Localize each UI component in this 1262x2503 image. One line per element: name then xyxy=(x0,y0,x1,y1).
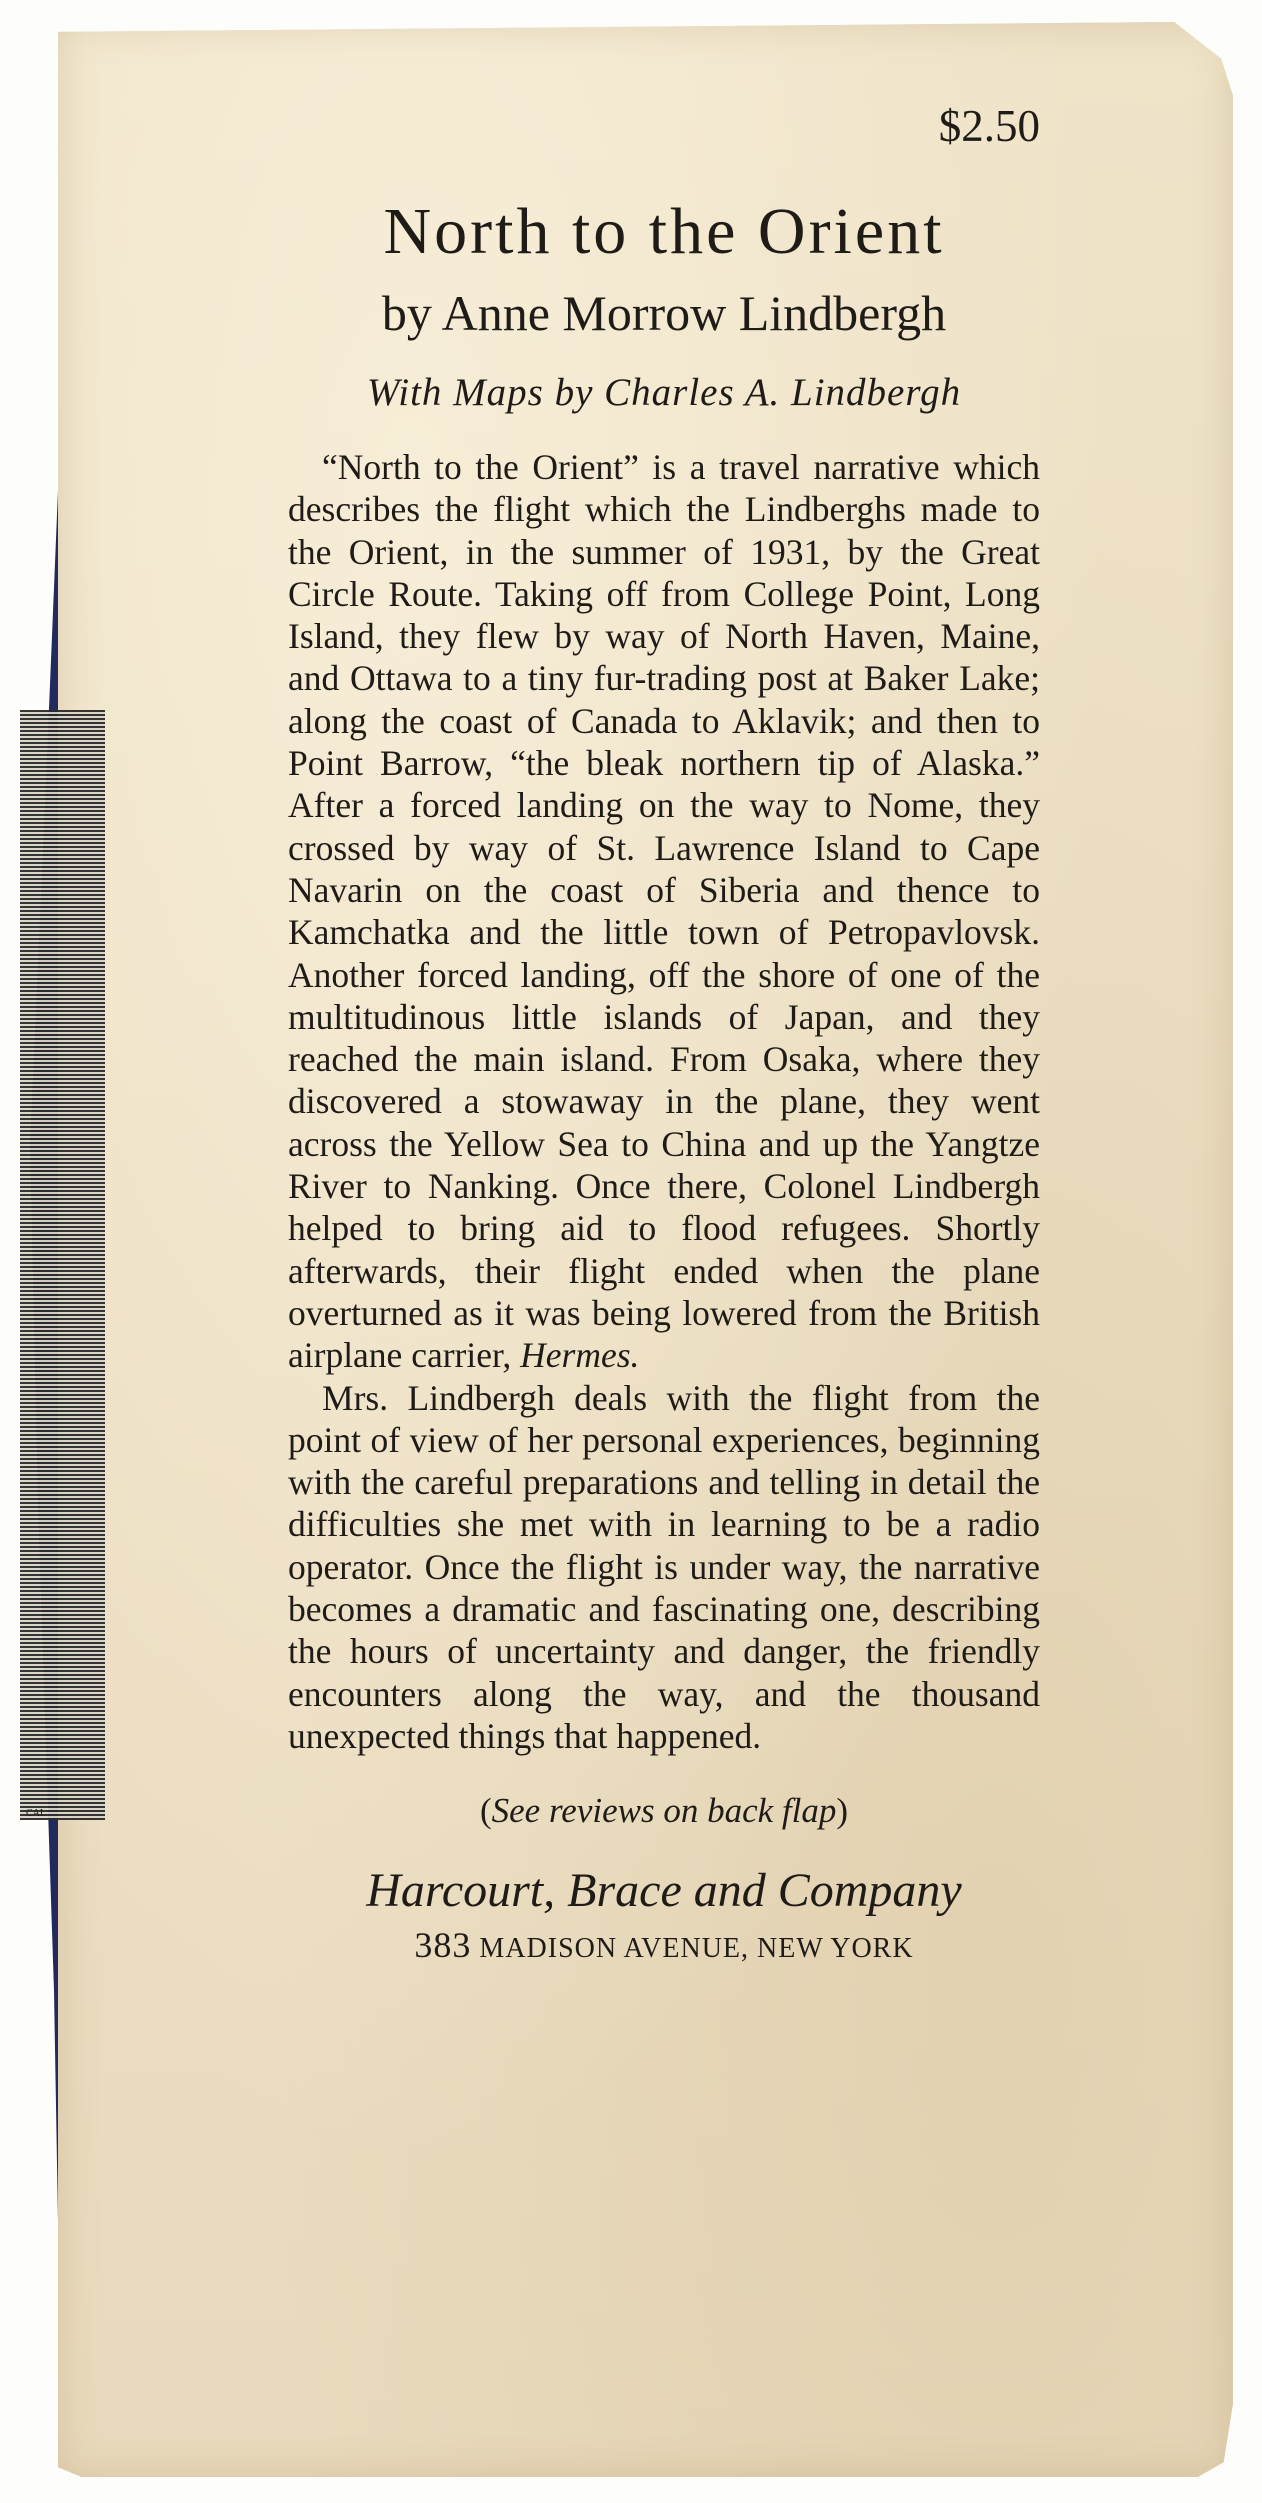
publisher-address xyxy=(288,1927,1040,1967)
author-line: by Anne Morrow Lindbergh xyxy=(381,285,947,341)
reviews-open-paren: ( xyxy=(479,1791,492,1831)
reviews-note xyxy=(288,1789,1040,1833)
address-number: 383 xyxy=(414,1925,472,1966)
ship-name: Hermes. xyxy=(520,1335,640,1376)
address-street: MADISON AVENUE, NEW YORK xyxy=(479,1933,914,1965)
description-paragraph-2: Mrs. Lindbergh deals with the flight from the point of view of her personal experiences, beginning with the careful preparations and telling in detail the difficulties she met with in learning to be a radio operator. Once the flight is under way, the narrative becomes a dramatic and fascinating one, describing the hours of uncertainty and danger, the friendly encounters along the way, and the thousand unexpected things that happened. xyxy=(288,1377,1040,1756)
description-paragraph-1-text: “North to the Orient” is a travel narrative which describes the flight which the Lindberghs made to the Orient, in the summer of 1931, by the Great Circle Route. Taking off from College Point, Long Island, they flew by way of North Haven, Maine, and Ottawa to a tiny fur-trading post at Baker Lake; along the coast of Canada to Aklavik; and then to Point Barrow, “the bleak northern tip of Alaska.” After a forced landing on the way to Nome, they crossed by way of St. Lawrence Island to Cape Navarin on the coast of Siberia and thence to Kamchatka and the little town of Petropavlovsk. Another forced landing, off the shore of one of the multitudinous little islands of Japan, and they reached the main island. From Osaka, where they discovered a stowaway in the plane, they went across the Yellow Sea to China and up the Yangtze River to Nanking. Once there, Colonel Lindbergh helped to bring aid to flood refugees. Shortly afterwards, their flight ended when the plane overturned as it was being lowered from the British airplane carrier, xyxy=(288,447,1040,1376)
publisher-name: Harcourt, Brace and Company xyxy=(366,1864,962,1918)
book-title: North to the Orient xyxy=(383,195,945,268)
flap-text xyxy=(288,100,1040,1967)
spine-striped-edge xyxy=(20,710,105,1820)
price: $2.50 xyxy=(938,101,1040,151)
reviews-close-paren: ) xyxy=(836,1791,848,1831)
description-paragraph-1 xyxy=(288,446,1040,1377)
spine-mark: CAL xyxy=(26,1808,46,1819)
reviews-note-text: See reviews on back flap xyxy=(491,1791,837,1831)
maps-credit: With Maps by Charles A. Lindbergh xyxy=(366,371,962,414)
